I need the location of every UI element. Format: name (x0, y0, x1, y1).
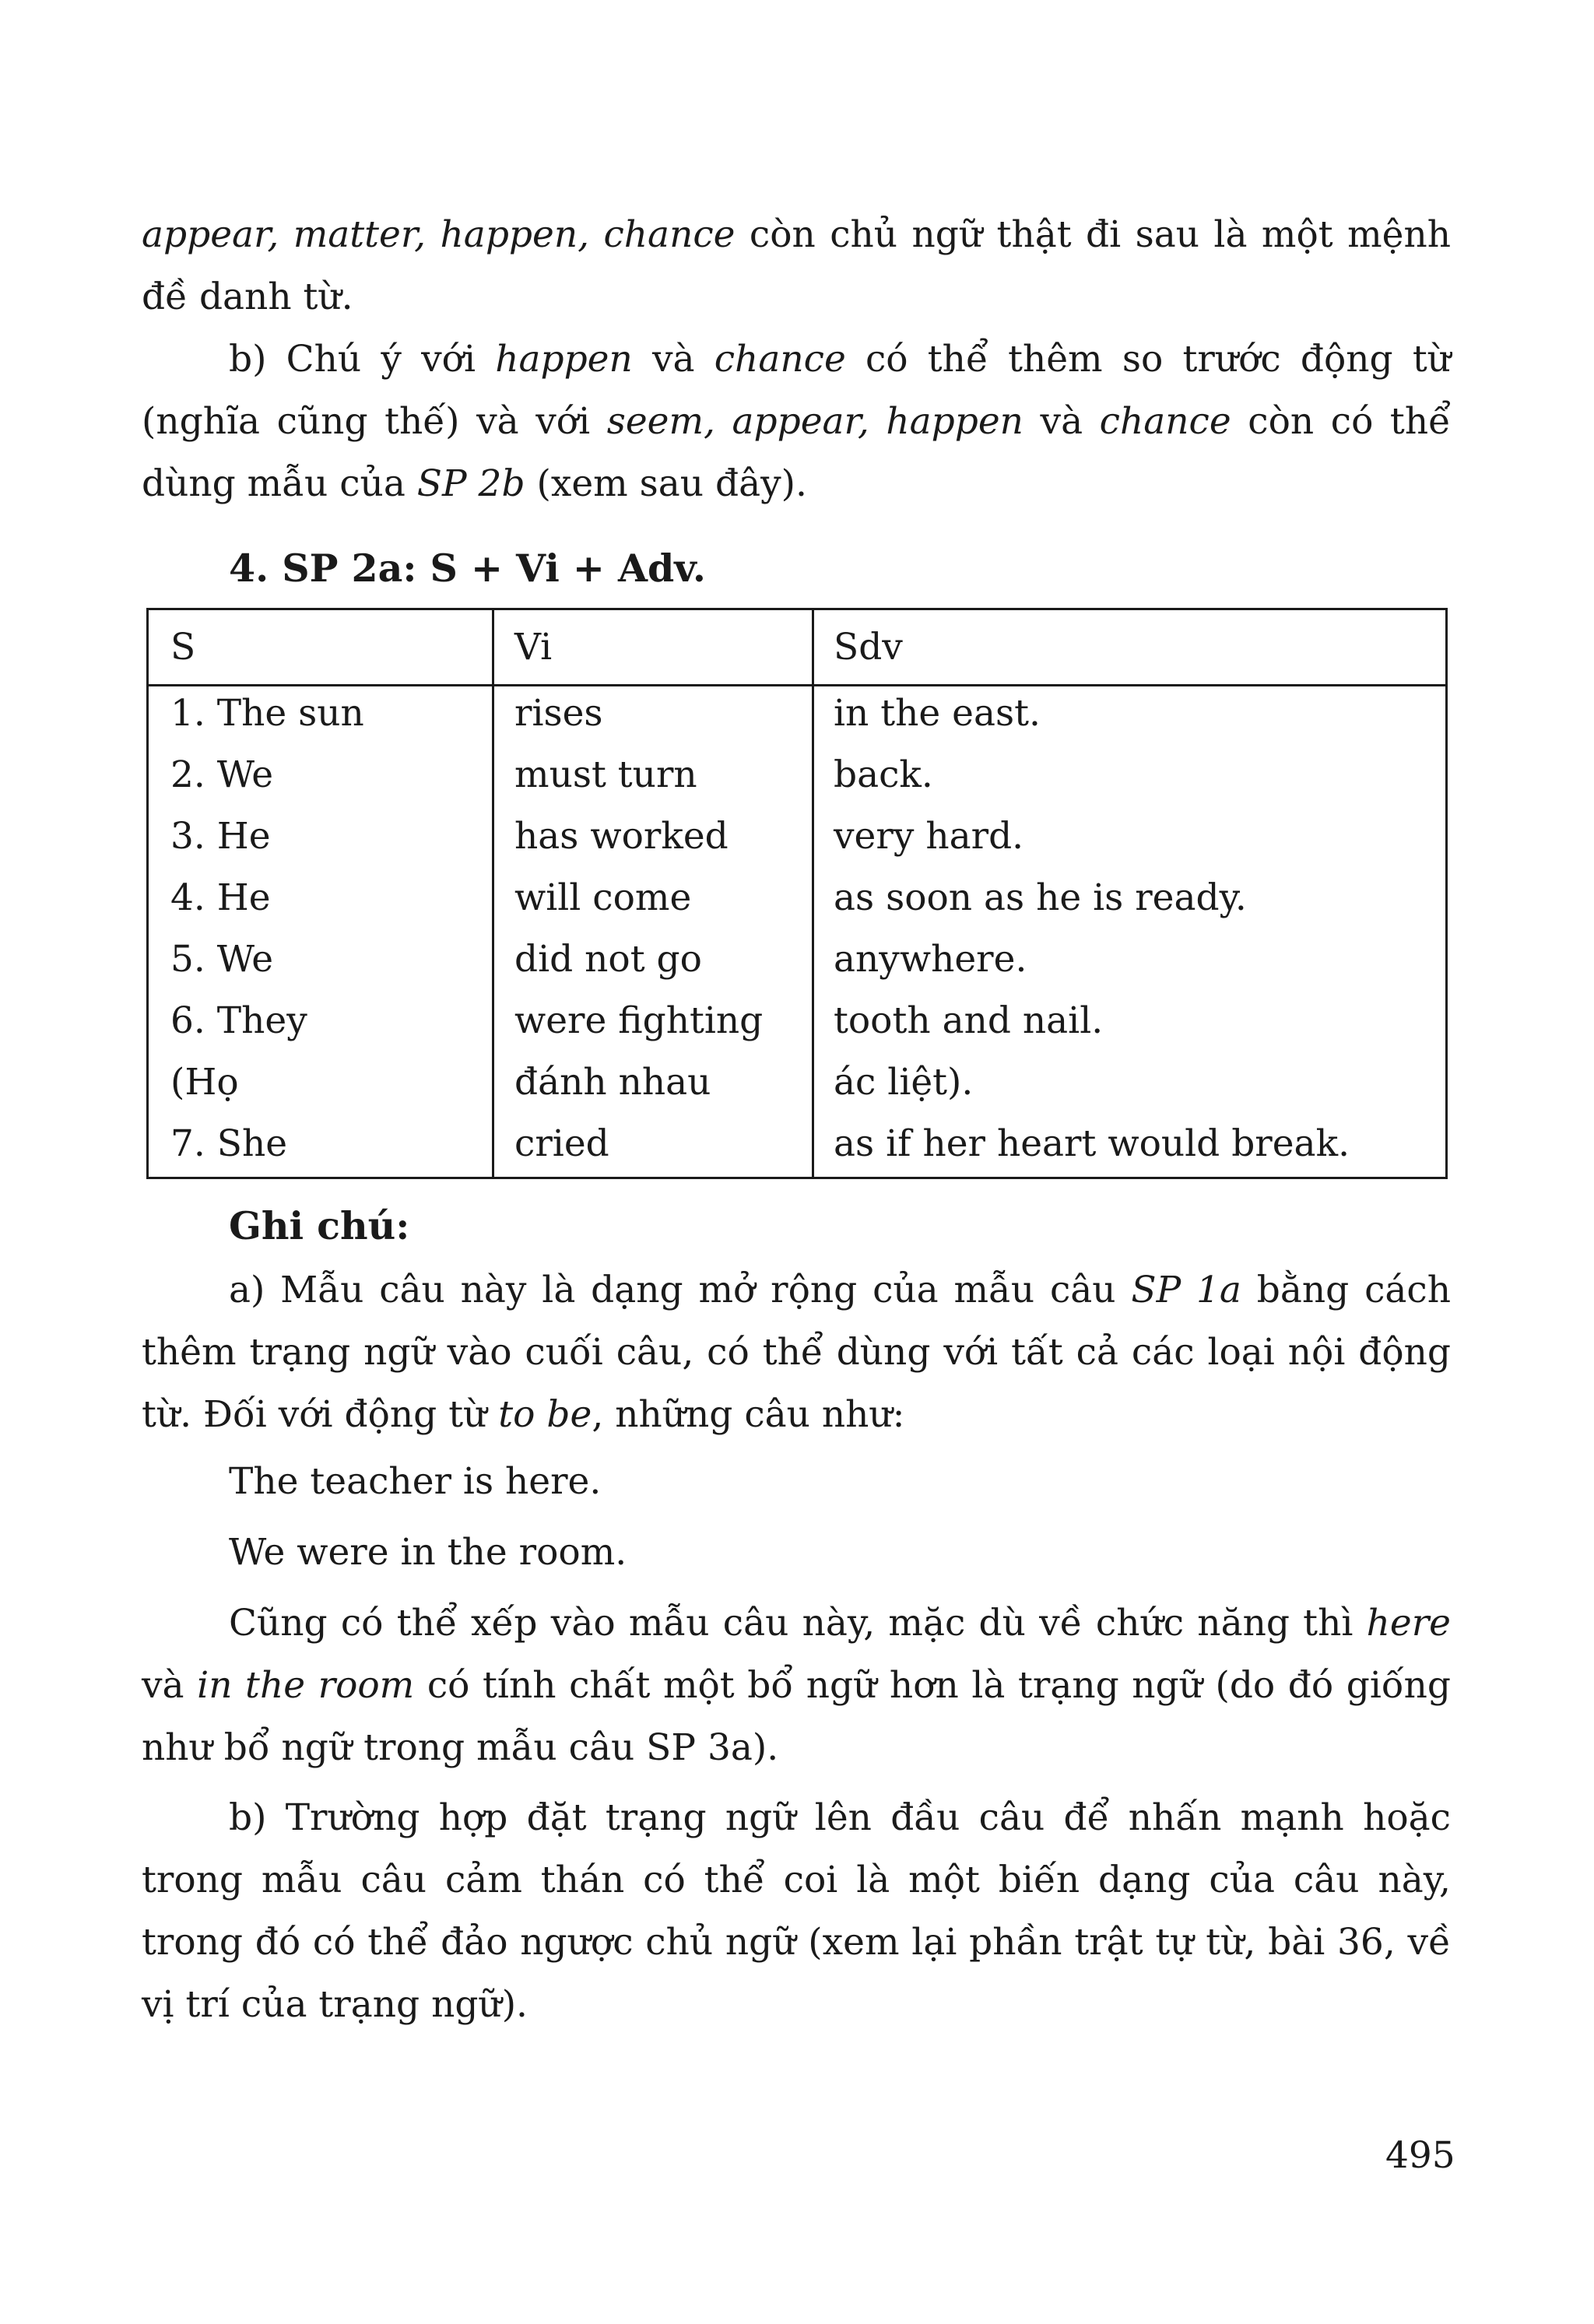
note-b2-text: b) Trường hợp đặt trạng ngữ lên đầu câu để nhấn mạnh hoặc trong mẫu câu cảm thán có thể coi là một biến dạng của câu này, trong đó có thể đảo ngược chủ ngữ (xem lại phần trật tự từ, bài 36, về vị trí của trạng ngữ). (142, 1796, 1451, 2026)
table-header-s: S (170, 626, 196, 669)
table-cell: will come (514, 876, 692, 919)
note-a-sp-ref: SP 1a (1131, 1269, 1241, 1311)
continuation-and: và (142, 1664, 198, 1707)
table-cell: tooth and nail. (834, 999, 1104, 1042)
section-heading: 4. SP 2a: S + Vi + Adv. (229, 546, 706, 591)
note-a-text-mid: bằng cách thêm trạng ngữ vào cuối câu, có thể dùng với tất cả các loại nội động từ. Đối với động từ (142, 1269, 1452, 1436)
continuation-text-end: có tính chất một bổ ngữ hơn là trạng ngữ (do đó giống như bổ ngữ trong mẫu câu SP 3a). (142, 1664, 1452, 1769)
table-cell: did not go (514, 938, 702, 981)
note-b-and: và (632, 338, 714, 381)
table-cell: anywhere. (834, 938, 1027, 981)
table-cell: back. (834, 753, 933, 796)
continuation-in-the-room: in the room (197, 1664, 415, 1707)
table-cell: 1. The sun (170, 692, 364, 735)
notes-heading: Ghi chú: (229, 1203, 410, 1248)
note-b-paragraph (142, 328, 1451, 515)
note-b2-paragraph (142, 1787, 1451, 2036)
intro-text: còn chủ ngữ thật đi sau là một mệnh đề danh từ. (142, 213, 1451, 318)
column-divider (492, 610, 494, 1177)
table-cell: very hard. (834, 815, 1024, 858)
note-b-sp-ref: SP 2b (416, 462, 525, 505)
table-cell: đánh nhau (514, 1061, 711, 1104)
intro-italic-verbs: appear, matter, happen, chance (142, 213, 736, 256)
table-cell: must turn (514, 753, 697, 796)
table-cell: 5. We (170, 938, 274, 981)
table-cell: 6. They (170, 999, 307, 1042)
note-continuation-paragraph (142, 1592, 1451, 1779)
note-b-text: b) Chú ý với (229, 338, 496, 381)
note-b-chance: chance (714, 338, 846, 381)
note-a-text: a) Mẫu câu này là dạng mở rộng của mẫu câu (229, 1269, 1132, 1311)
note-b-text-mid-2: còn có thể dùng mẫu của (142, 400, 1452, 505)
example-sentence: We were in the room. (229, 1531, 627, 1574)
table-cell: in the east. (834, 692, 1041, 735)
example-sentence: The teacher is here. (229, 1460, 602, 1503)
table-cell: cried (514, 1122, 609, 1165)
note-b-text-end: (xem sau đây). (525, 462, 807, 505)
note-a-to-be: to be (498, 1393, 592, 1436)
table-cell: has worked (514, 815, 729, 858)
note-b-text-mid: có thể thêm so trước động từ (nghĩa cũng thế) và với (142, 338, 1451, 443)
table-cell: 4. He (170, 876, 271, 919)
table-cell: ác liệt). (834, 1061, 974, 1104)
note-b-and-2: và (1023, 400, 1100, 443)
column-divider (812, 610, 814, 1177)
table-header-sdv: Sdv (834, 626, 903, 669)
table-cell: rises (514, 692, 603, 735)
note-a-text-end: , những câu như: (592, 1393, 905, 1436)
header-divider (149, 684, 1445, 686)
note-b-verbs: seem, appear, happen (606, 400, 1023, 443)
table-cell: (Họ (170, 1061, 239, 1104)
table-cell: 7. She (170, 1122, 288, 1165)
table-cell: 2. We (170, 753, 274, 796)
table-cell: as if her heart would break. (834, 1122, 1350, 1165)
intro-paragraph (142, 204, 1451, 328)
note-b-chance-2: chance (1099, 400, 1231, 443)
table-cell: 3. He (170, 815, 271, 858)
continuation-here: here (1366, 1602, 1451, 1645)
note-a-paragraph (142, 1259, 1451, 1446)
note-b-happen: happen (495, 338, 633, 381)
page-number: 495 (1385, 2134, 1455, 2177)
table-cell: were fighting (514, 999, 764, 1042)
sentence-pattern-table (146, 608, 1448, 1179)
table-cell: as soon as he is ready. (834, 876, 1247, 919)
continuation-text: Cũng có thể xếp vào mẫu câu này, mặc dù về chức năng thì (229, 1602, 1367, 1645)
table-header-vi: Vi (514, 626, 553, 669)
